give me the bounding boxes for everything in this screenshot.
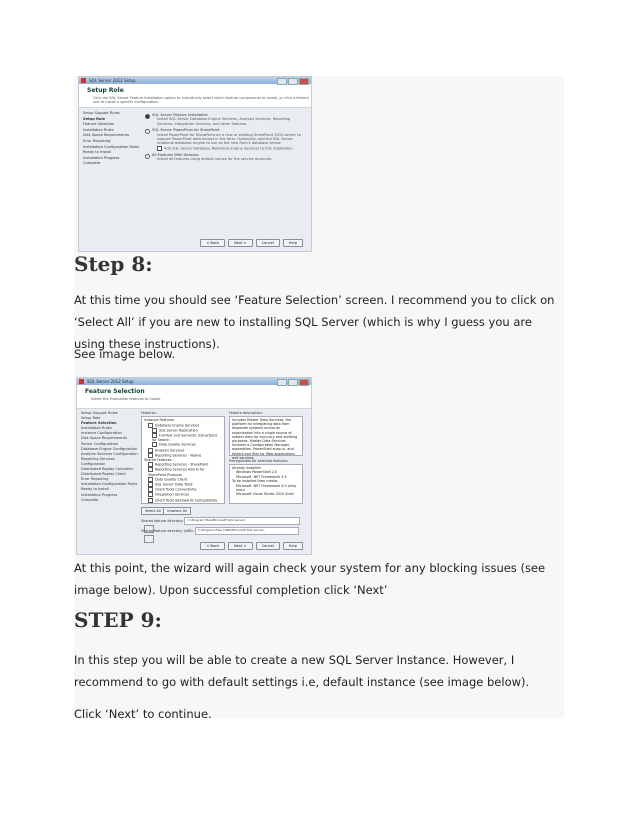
feature-label: Integration Services	[155, 492, 190, 497]
option-desc: Install PowerPivot for SharePoint on a new or existing SharePoint 2010 server to support PowerPivot data access in the farm. Optionally, add the SQL Server relational database engine to use as the new farm's database server.	[157, 132, 301, 146]
wizard-header	[79, 84, 311, 108]
window-title: SQL Server 2012 Setup	[87, 379, 134, 384]
prerequisite-item: Microsoft Visual Studio 2010 Shell	[236, 492, 294, 497]
setup-role-options	[145, 111, 305, 162]
wizard-step-item: Distributed Replay Client	[81, 472, 126, 477]
window-controls	[277, 78, 309, 85]
close-icon	[299, 379, 309, 386]
close-icon	[299, 78, 309, 85]
after-feature-paragraph: At this point, the wizard will again check your system for any blocking issues (see image below). Upon successful completion click ‘Next’	[74, 561, 546, 597]
maximize-icon	[288, 379, 298, 386]
step8-heading: Step 8:	[74, 252, 153, 276]
feature-label: Reporting Services Add-in for SharePoint Products	[148, 467, 205, 477]
wizard-step-item: Installation Configuration Rules	[81, 482, 138, 487]
wizard-step-item: Complete	[83, 161, 101, 166]
prerequisite-item: Microsoft .NET Framework 4.0 (may requi	[236, 483, 297, 493]
feature-description-panel: Includes Master Data Services, the platform for integrating data from disparate systems across an organization into a single source of master data for accuracy and auditing purposes. Master Data Services includes a Configuration Manager, assemblies, PowerShell snap-in, and folders and files for Web applications and services.	[229, 416, 303, 456]
next-button: Next >	[228, 239, 253, 247]
wizard-step-item: Feature Selection	[81, 421, 117, 426]
cancel-button: Cancel	[256, 542, 280, 550]
shared-dir-x86-field	[141, 527, 311, 543]
wizard-step-item: Setup Support Rules	[81, 411, 118, 415]
feature-label: Analysis Services	[155, 448, 185, 453]
radio-all-defaults	[145, 154, 150, 159]
feature-label: Full-Text and Semantic Extractions for Search	[152, 433, 218, 442]
wizard-subheading: Click the SQL Server Feature Installation option to individually select which feature components to install, or click a feature role to install a specific configuration.	[93, 96, 309, 104]
wizard-steps-nav	[81, 411, 139, 503]
prerequisite-item: Microsoft .NET Framework 3.5	[236, 474, 287, 479]
features-tree	[141, 416, 225, 504]
help-button: Help	[283, 239, 303, 247]
wizard-step-item: Ready to Install	[81, 487, 109, 492]
wizard-step-item: Error Reporting	[83, 138, 111, 143]
feature-label: Data Quality Services	[159, 442, 196, 447]
feature-item	[144, 433, 222, 443]
option-powerpivot	[145, 128, 305, 151]
prerequisites-label: Prerequisites for selected features:	[229, 459, 289, 463]
feature-label: SQL Server Replication	[159, 428, 198, 433]
wizard-step-item: Database Engine Configuration	[81, 446, 138, 451]
wizard-buttons	[200, 542, 303, 550]
wizard-step-item: Ready to Install	[83, 150, 111, 155]
greyed-checkbox-text: Add SQL Server Database Relational Engine Services to this installation	[164, 146, 293, 151]
unselect-all-button: Unselect All	[163, 507, 191, 515]
wizard-step-item: Feature Selection	[83, 122, 115, 127]
step9-heading: STEP 9:	[74, 608, 162, 632]
prerequisite-item: Windows PowerShell 2.0	[236, 470, 278, 475]
help-button: Help	[283, 542, 303, 550]
option-label: All Features With Defaults	[152, 152, 199, 157]
back-button: < Back	[200, 239, 225, 247]
wizard-step-item: Installation Progress	[81, 492, 118, 497]
feature-item	[144, 498, 222, 503]
prerequisite-item: To be installed from media:	[232, 479, 279, 484]
wizard-step-item: Server Configuration	[81, 441, 119, 446]
setup-role-screenshot	[78, 76, 312, 252]
wizard-step-item: Installation Configuration Rules	[83, 144, 140, 149]
option-desc: Install all features using default values for the service accounts.	[157, 157, 273, 162]
feature-label: Reporting Services - Native	[155, 453, 202, 458]
wizard-heading: Feature Selection	[85, 388, 145, 395]
feature-label: Client Tools Connectivity	[155, 487, 197, 492]
feature-label: Client Tools Backwards Compatibility	[155, 498, 218, 502]
wizard-buttons	[200, 239, 303, 247]
window-title: SQL Server 2012 Setup	[89, 78, 136, 83]
shared-dir-label: Shared feature directory:	[141, 519, 184, 523]
feature-item	[144, 467, 222, 477]
wizard-header	[77, 385, 311, 409]
feature-label: Instance Features	[144, 418, 175, 422]
prerequisites-panel	[229, 464, 303, 504]
wizard-step-item: Installation Rules	[83, 127, 114, 132]
radio-powerpivot	[145, 129, 150, 134]
step8-paragraph: At this time you should see ‘Feature Selection’ screen. I recommend you to click on ‘Select All’ if you are new to installing SQL Server (which is why I guess you are using these instructions).	[74, 293, 555, 351]
wizard-step-item: Installation Rules	[81, 426, 112, 431]
option-feature-installation	[145, 113, 305, 126]
feature-selection-screenshot	[76, 377, 312, 555]
feature-label: Database Engine Services	[155, 423, 200, 428]
wizard-subheading: Select the Evaluation features to install.	[91, 397, 162, 401]
step9-continue: Click ‘Next’ to continue.	[74, 707, 212, 721]
radio-feature-installation	[145, 114, 150, 119]
checkbox-icon	[157, 146, 162, 151]
wizard-step-item: Complete	[81, 497, 99, 502]
option-all-defaults	[145, 153, 305, 162]
wizard-step-item: Analysis Services Configuration	[81, 451, 138, 456]
feature-label: Reporting Services - SharePoint	[155, 462, 209, 467]
wizard-step-item: Instance Configuration	[81, 431, 122, 436]
feature-description-label: Feature description:	[229, 411, 263, 415]
step8-see-image: See image below.	[74, 347, 176, 361]
wizard-step-item: Reporting Services Configuration	[81, 456, 115, 466]
wizard-heading: Setup Role	[87, 87, 124, 94]
option-label: SQL Server Feature Installation	[152, 113, 208, 117]
feature-label: Data Quality Client	[155, 477, 188, 482]
wizard-step-item: Setup Role	[81, 416, 101, 421]
features-label: Features:	[141, 411, 157, 415]
wizard-step-item: Distributed Replay Controller	[81, 467, 134, 472]
app-icon	[81, 78, 86, 83]
app-icon	[79, 379, 84, 384]
maximize-icon	[288, 78, 298, 85]
option-label: SQL Server PowerPivot for SharePoint	[152, 128, 220, 133]
wizard-step-item: Setup Role	[83, 116, 106, 121]
wizard-steps-nav	[83, 111, 141, 167]
feature-label: SQL Server Data Tools	[155, 482, 193, 487]
wizard-step-item: Disk Space Requirements	[83, 133, 129, 138]
checkbox-icon	[148, 498, 153, 503]
option-desc: Install SQL Server Database Engine Services, Analysis Services, Reporting Services, Integration Services, and other features.	[157, 117, 291, 126]
cancel-button: Cancel	[256, 239, 280, 247]
shared-dir-x86-label: Shared feature directory (x86):	[141, 529, 194, 533]
wizard-step-item: Installation Progress	[83, 155, 120, 160]
prerequisite-item: Already installed:	[232, 466, 262, 470]
greyed-checkbox-label	[152, 146, 305, 151]
window-titlebar	[77, 378, 311, 385]
window-titlebar	[79, 77, 311, 84]
wizard-step-item: Setup Support Rules	[83, 111, 120, 115]
step9-paragraph: In this step you will be able to create a new SQL Server Instance. However, I recommend to go with default settings i.e, default instance (see image below).	[74, 653, 530, 689]
wizard-step-item: Disk Space Requirements	[81, 436, 127, 441]
minimize-icon	[277, 78, 287, 85]
feature-label: Shared Features	[144, 457, 172, 462]
select-all-button: Select All	[141, 507, 165, 515]
browse-button	[144, 535, 154, 543]
back-button: < Back	[200, 542, 225, 550]
window-controls	[277, 379, 309, 386]
wizard-step-item: Error Reporting	[81, 477, 109, 482]
next-button: Next >	[228, 542, 253, 550]
minimize-icon	[277, 379, 287, 386]
shared-dir-input: C:\Program Files\Microsoft SQL Server\	[184, 517, 300, 525]
shared-dir-x86-input: C:\Program Files (x86)\Microsoft SQL Server\	[195, 527, 299, 535]
